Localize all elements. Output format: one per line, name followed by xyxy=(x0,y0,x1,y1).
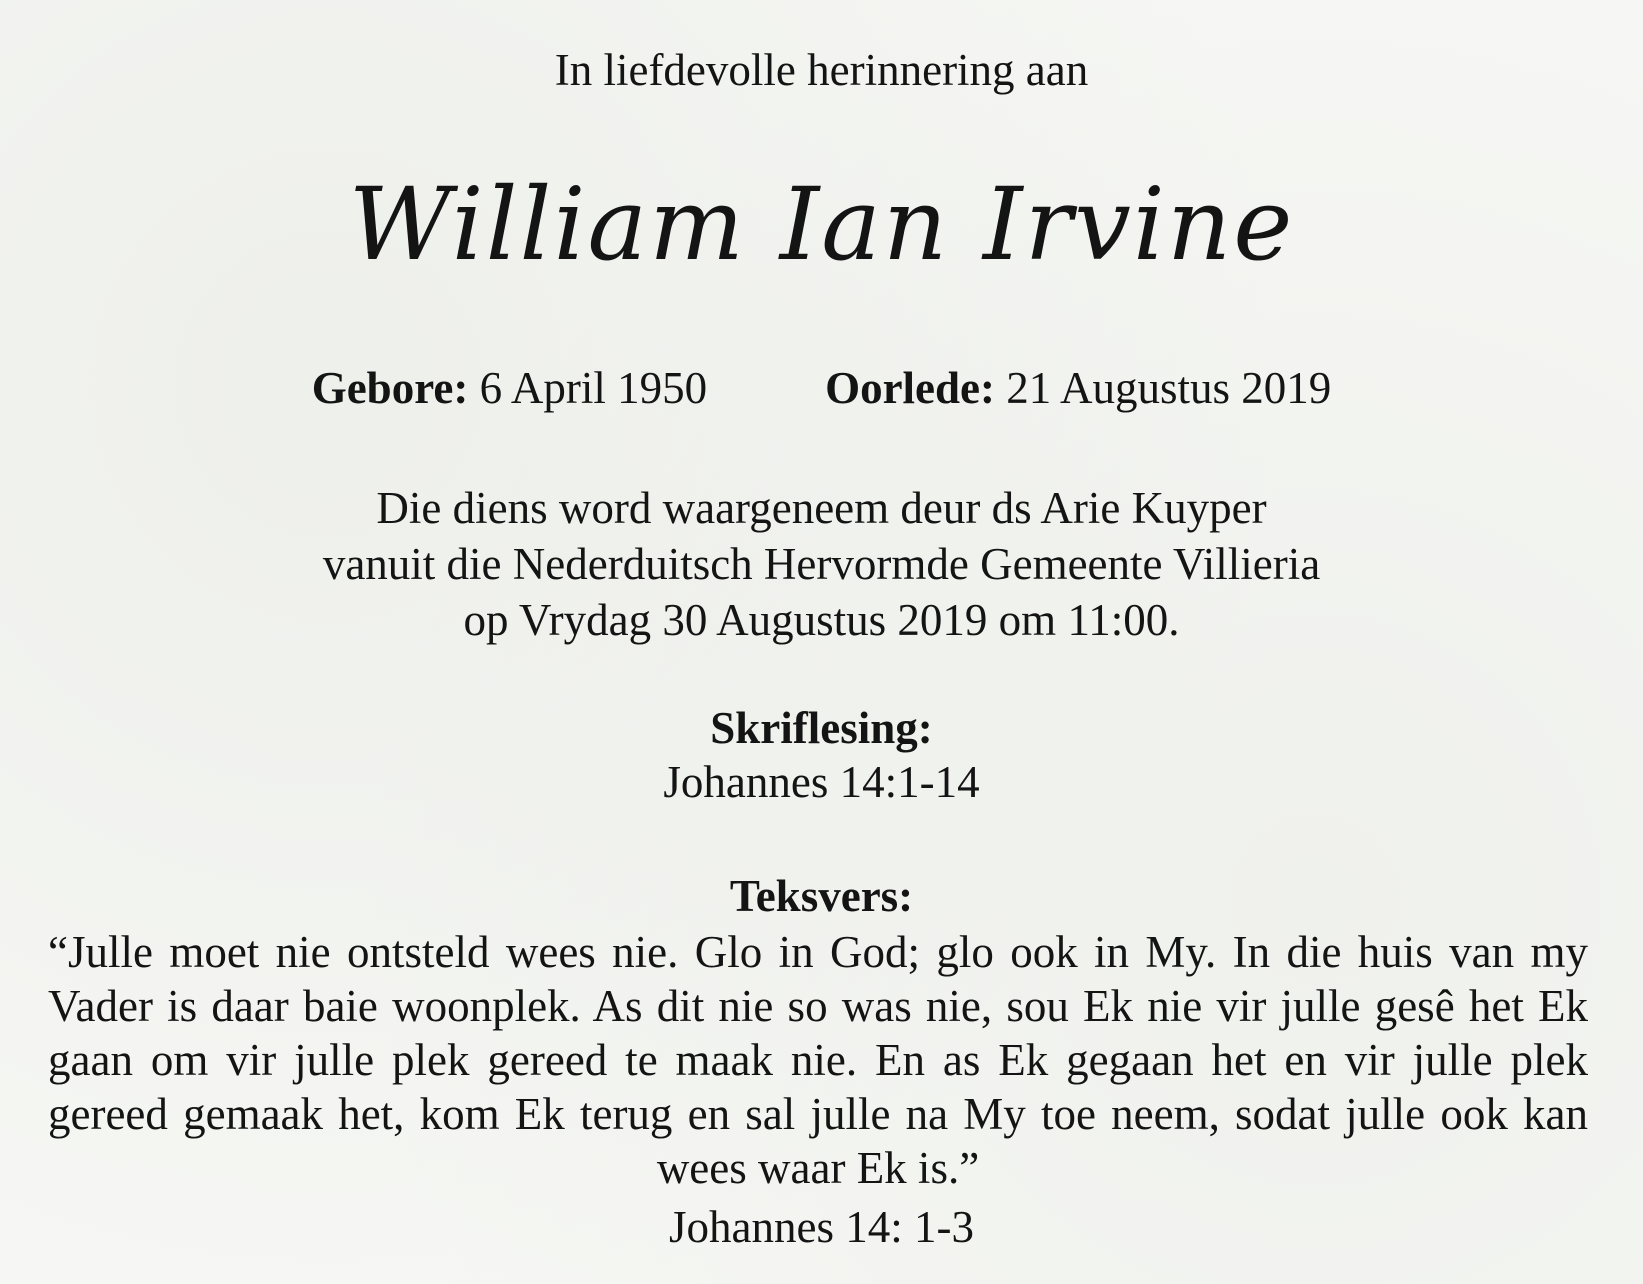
died-label: Oorlede: xyxy=(825,363,996,413)
scripture-reference: Johannes 14:1-14 xyxy=(663,757,980,807)
born-group xyxy=(312,362,707,414)
died-group xyxy=(825,362,1331,414)
service-line-2: vanuit die Nederduitsch Hervormde Gemeente Villieria xyxy=(322,539,1321,589)
text-verse-heading: Teksvers: xyxy=(729,871,914,921)
intro-text: In liefdevolle herinnering aan xyxy=(554,45,1089,95)
scripture-heading: Skriflesing: xyxy=(710,703,933,753)
died-date: 21 Augustus 2019 xyxy=(1006,363,1332,413)
deceased-name: William Ian Irvine xyxy=(348,166,1295,283)
born-date: 6 April 1950 xyxy=(479,363,708,413)
born-label: Gebore: xyxy=(311,363,469,413)
service-line-1: Die diens word waargeneem deur ds Arie Kuyper xyxy=(376,483,1267,533)
service-line-3: op Vrydag 30 Augustus 2019 om 11:00. xyxy=(463,595,1180,645)
verse-reference: Johannes 14: 1-3 xyxy=(669,1202,974,1252)
text-verse: “Julle moet nie ontsteld wees nie. Glo in God; glo ook in My. In die huis van my Vader is daar baie woonplek. As dit nie so was nie, sou Ek nie vir julle gesê het Ek gaan om vir julle plek gereed te maak nie. En as Ek gegaan het en vir julle plek gereed gemaak het, kom Ek terug en sal julle na My toe neem, sodat julle ook kan wees waar Ek is.” xyxy=(48,927,1588,1193)
dates-row xyxy=(0,362,1643,414)
service-details xyxy=(0,480,1643,648)
